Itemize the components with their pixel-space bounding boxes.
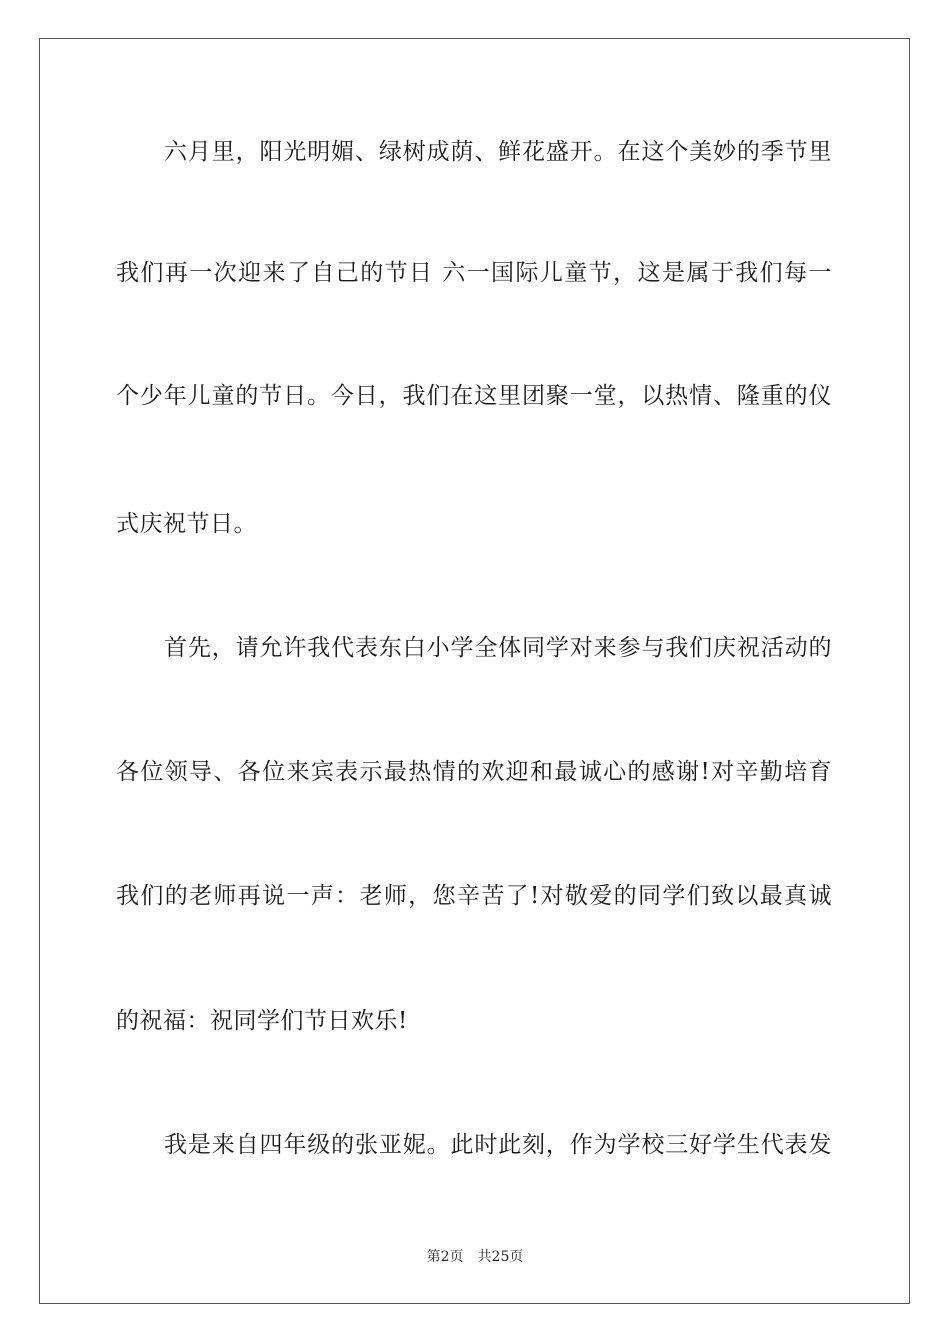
paragraph-1-line-3: 个少年儿童的节日。今日，我们在这里团聚一堂，以热情、隆重的仪 (116, 383, 832, 409)
page-number: 第2页 (426, 1249, 464, 1265)
paragraph-2-line-4: 的祝福：祝同学们节日欢乐! (116, 1008, 408, 1034)
paragraph-2-line-1: 首先，请允许我代表东白小学全体同学对来参与我们庆祝活动的 (164, 635, 832, 661)
paragraph-2-line-3: 我们的老师再说一声：老师，您辛苦了!对敬爱的同学们致以最真诚 (116, 883, 832, 909)
page-footer (0, 1248, 950, 1266)
paragraph-1-line-1: 六月里，阳光明媚、绿树成荫、鲜花盛开。在这个美妙的季节里 (164, 139, 832, 165)
paragraph-2-line-2: 各位领导、各位来宾表示最热情的欢迎和最诚心的感谢!对辛勤培育 (116, 759, 832, 785)
paragraph-1-line-4: 式庆祝节日。 (116, 511, 257, 537)
paragraph-3-line-1: 我是来自四年级的张亚妮。此时此刻，作为学校三好学生代表发 (164, 1132, 832, 1158)
page-border (39, 38, 910, 1304)
page-total: 共25页 (477, 1249, 524, 1265)
paragraph-1-line-2: 我们再一次迎来了自己的节日 六一国际儿童节，这是属于我们每一 (116, 260, 832, 286)
